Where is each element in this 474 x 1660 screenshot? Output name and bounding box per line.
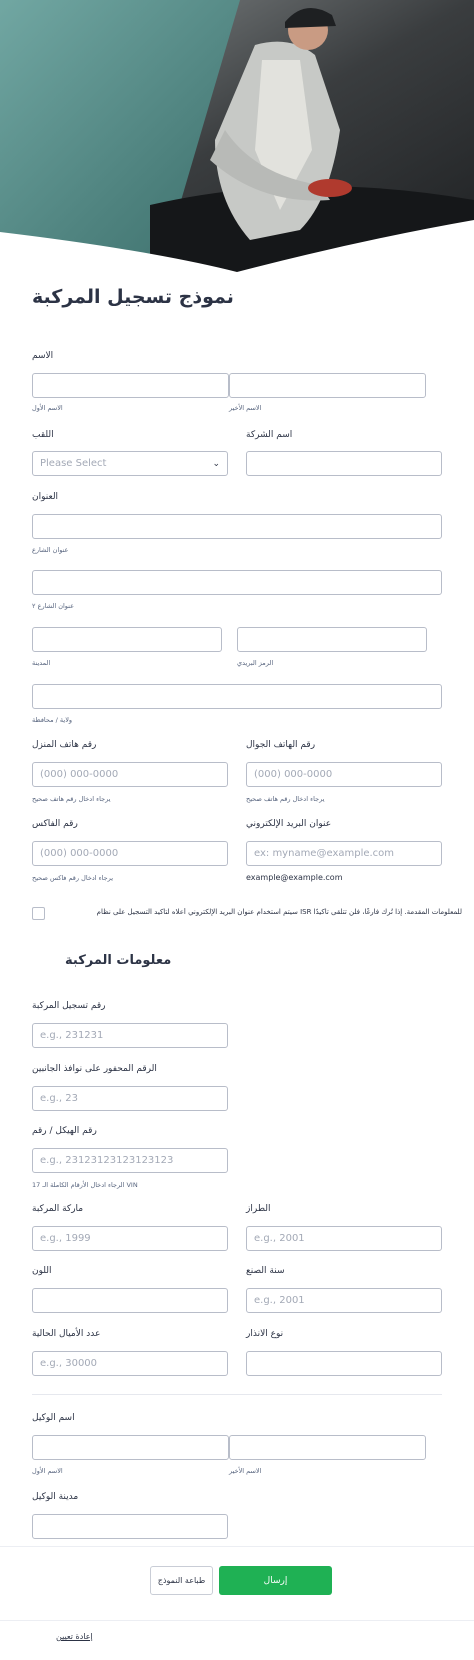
- form-title: نموذج تسجيل المركبة: [32, 286, 234, 308]
- email-input[interactable]: ex: myname@example.com: [246, 841, 442, 866]
- last-name-sublabel: الاسم الأخير: [229, 404, 262, 412]
- window-etch-input[interactable]: e.g., 23: [32, 1086, 228, 1111]
- street-address-2-sublabel: عنوان الشارع ٢: [32, 602, 74, 610]
- city-input[interactable]: [32, 627, 222, 652]
- fax-label: رقم الفاكس: [32, 819, 78, 829]
- state-sublabel: ولاية / محافظة: [32, 716, 73, 724]
- last-name-input[interactable]: [229, 373, 426, 398]
- home-phone-label: رقم هاتف المنزل: [32, 740, 97, 750]
- agent-city-label: مدينة الوكيل: [32, 1492, 79, 1502]
- email-sublabel: example@example.com: [246, 873, 343, 882]
- consent-checkbox[interactable]: [32, 907, 45, 920]
- vin-sublabel: الرجاء ادخال الأرقام الكاملة الـ 17 VIN: [32, 1181, 138, 1189]
- make-input[interactable]: e.g., 1999: [32, 1226, 228, 1251]
- vehicle-section-heading: معلومات المركبة: [65, 953, 172, 968]
- section-divider: [32, 1394, 442, 1395]
- make-label: ماركة المركبة: [32, 1204, 84, 1214]
- year-input[interactable]: e.g., 2001: [246, 1288, 442, 1313]
- hero-image: [0, 0, 474, 272]
- company-label: اسم الشركة: [246, 430, 293, 440]
- color-input[interactable]: [32, 1288, 228, 1313]
- model-input[interactable]: e.g., 2001: [246, 1226, 442, 1251]
- consent-row: [32, 907, 462, 921]
- mobile-phone-sublabel: يرجاء ادخال رقم هاتف صحيح: [246, 795, 325, 803]
- title-select-placeholder: Please Select: [40, 458, 107, 469]
- street-address-input[interactable]: [32, 514, 442, 539]
- zip-input[interactable]: [237, 627, 427, 652]
- first-name-input[interactable]: [32, 373, 229, 398]
- title-select[interactable]: [32, 451, 228, 476]
- vin-input[interactable]: e.g., 23123123123123123: [32, 1148, 228, 1173]
- consent-text: للمعلومات المقدمة. إذا تُرك فارغًا، فلن تتلقى تأكيدًا ISR سيتم استخدام عنوان البريد الإلكتروني أعلاه لتأكيد التسجيل على نظام: [96, 908, 462, 916]
- company-input[interactable]: [246, 451, 442, 476]
- email-label: عنوان البريد الإلكتروني: [246, 819, 332, 829]
- mileage-input[interactable]: e.g., 30000: [32, 1351, 228, 1376]
- city-sublabel: المدينة: [32, 659, 51, 667]
- mobile-phone-input[interactable]: (000) 000-0000: [246, 762, 442, 787]
- reset-link[interactable]: إعادة تعيين: [56, 1632, 93, 1641]
- fax-input[interactable]: (000) 000-0000: [32, 841, 228, 866]
- registration-label: رقم تسجيل المركبة: [32, 1001, 106, 1011]
- submit-button[interactable]: إرسال: [219, 1566, 332, 1595]
- alarm-input[interactable]: [246, 1351, 442, 1376]
- mobile-phone-label: رقم الهاتف الجوال: [246, 740, 316, 750]
- color-label: اللون: [32, 1266, 52, 1276]
- home-phone-sublabel: يرجاء ادخال رقم هاتف صحيح: [32, 795, 111, 803]
- agent-last-name-sublabel: الاسم الأخير: [229, 1467, 262, 1475]
- registration-input[interactable]: e.g., 231231: [32, 1023, 228, 1048]
- mileage-label: عدد الأميال الحالية: [32, 1329, 101, 1339]
- reset-divider: [0, 1620, 474, 1621]
- footer-divider: [0, 1546, 474, 1547]
- address-label: العنوان: [32, 492, 59, 502]
- vin-label: رقم الهيكل / رقم: [32, 1126, 97, 1136]
- street-address-2-input[interactable]: [32, 570, 442, 595]
- fax-sublabel: يرجاء ادخال رقم فاكس صحيح: [32, 874, 114, 882]
- title-label: اللقب: [32, 430, 54, 440]
- agent-city-input[interactable]: [32, 1514, 228, 1539]
- window-etch-label: الرقم المحفور على نوافذ الجانبين: [32, 1064, 157, 1074]
- name-label: الاسم: [32, 351, 54, 361]
- agent-first-name-sublabel: الاسم الأول: [32, 1467, 63, 1475]
- home-phone-input[interactable]: (000) 000-0000: [32, 762, 228, 787]
- agent-first-name-input[interactable]: [32, 1435, 229, 1460]
- zip-sublabel: الرمز البريدي: [237, 659, 274, 667]
- year-label: سنة الصنع: [246, 1266, 285, 1276]
- alarm-label: نوع الانذار: [246, 1329, 284, 1339]
- agent-last-name-input[interactable]: [229, 1435, 426, 1460]
- model-label: الطراز: [246, 1204, 271, 1214]
- state-input[interactable]: [32, 684, 442, 709]
- street-address-sublabel: عنوان الشارع: [32, 546, 69, 554]
- print-form-button[interactable]: طباعة النموذج: [150, 1566, 213, 1595]
- first-name-sublabel: الاسم الأول: [32, 404, 63, 412]
- agent-name-label: اسم الوكيل: [32, 1413, 75, 1423]
- chevron-down-icon: ⌄: [212, 458, 220, 469]
